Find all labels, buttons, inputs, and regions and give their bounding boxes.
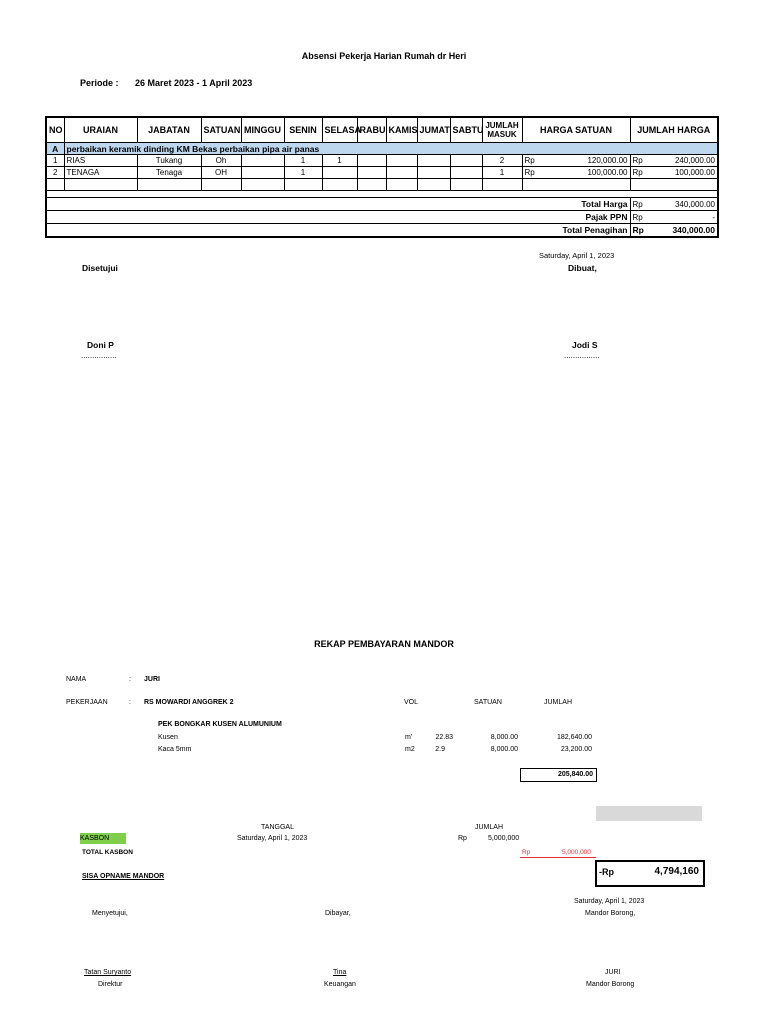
- pekerjaan-value: RS MOWARDI ANGGREK 2: [144, 699, 234, 706]
- item-unit: m2: [405, 746, 415, 753]
- sig1-name: Tatan Suryanto: [84, 969, 132, 976]
- table-header-row: [46, 117, 718, 143]
- row-minggu: [241, 155, 284, 167]
- pajak-row: [46, 211, 718, 224]
- item-price: 8,000.00: [490, 734, 518, 741]
- col-vol: VOL: [404, 699, 419, 706]
- section-row: [46, 143, 718, 155]
- table-row: [46, 167, 718, 179]
- period-label: Periode :: [80, 78, 119, 88]
- row-senin: 1: [284, 167, 322, 179]
- col-header: HARGA SATUAN: [522, 117, 630, 143]
- jumlah-label: JUMLAH: [475, 824, 504, 831]
- kasbon-rp: Rp: [458, 835, 467, 842]
- row-uraian: RIAS: [64, 155, 137, 167]
- doc2-date: Saturday, April 1, 2023: [574, 898, 645, 905]
- row-senin: 1: [284, 155, 322, 167]
- sig2-name: Tina: [333, 969, 347, 976]
- table-row: [46, 155, 718, 167]
- doc1-date: Saturday, April 1, 2023: [539, 251, 615, 260]
- total-penagihan-label: Total Penagihan: [46, 224, 630, 238]
- total-kasbon-label: TOTAL KASBON: [82, 849, 133, 856]
- row-selasa: [322, 167, 357, 179]
- approver-dots: ................: [81, 351, 117, 360]
- tanggal-label: TANGGAL: [261, 824, 294, 831]
- row-no: 1: [46, 155, 64, 167]
- row-jabatan: Tenaga: [137, 167, 201, 179]
- sig1-role: Direktur: [98, 981, 123, 988]
- kasbon-amount: 5,000,000: [488, 835, 520, 842]
- row-jumlah: 2: [482, 155, 522, 167]
- col-header: KAMIS: [386, 117, 417, 143]
- total-penagihan-value: 340,000.00: [672, 225, 715, 235]
- sig3-role: Mandor Borong: [586, 981, 635, 988]
- pajak-label: Pajak PPN: [46, 211, 630, 224]
- total-harga-label: Total Harga: [46, 198, 630, 211]
- row-kamis: [386, 155, 417, 167]
- pajak-value: -: [712, 212, 715, 222]
- row-harga: [522, 167, 630, 179]
- doc2-title: REKAP PEMBAYARAN MANDOR: [314, 639, 454, 649]
- price-value: 120,000.00: [587, 156, 628, 165]
- sisa-box: [595, 860, 705, 887]
- kasbon-label: KASBON: [80, 833, 126, 844]
- col-header: JUMAT: [417, 117, 450, 143]
- row-satuan: OH: [201, 167, 241, 179]
- col-header: SATUAN: [201, 117, 241, 143]
- row-kamis: [386, 167, 417, 179]
- row-uraian: TENAGA: [64, 167, 137, 179]
- total-kasbon-rp: Rp: [522, 849, 531, 856]
- currency-label: Rp: [632, 156, 643, 165]
- row-jumat: [417, 167, 450, 179]
- row-total: [630, 155, 718, 167]
- pekerjaan-label: PEKERJAAN: [66, 699, 108, 706]
- col-header: SENIN: [284, 117, 322, 143]
- row-selasa: 1: [322, 155, 357, 167]
- col-header: URAIAN: [64, 117, 137, 143]
- gray-box: [596, 806, 702, 821]
- mandor-label: Mandor Borong,: [585, 910, 636, 917]
- period-value: 26 Maret 2023 - 1 April 2023: [135, 78, 253, 88]
- row-minggu: [241, 167, 284, 179]
- item-name: Kusen: [158, 734, 178, 741]
- col-header: JUMLAH HARGA: [630, 117, 718, 143]
- kasbon-date: Saturday, April 1, 2023: [237, 835, 308, 842]
- nama-label: NAMA: [66, 676, 87, 683]
- row-jumlah: 1: [482, 167, 522, 179]
- row-satuan: Oh: [201, 155, 241, 167]
- subtotal-box: 205,840.00: [520, 768, 597, 782]
- col-header: JABATAN: [137, 117, 201, 143]
- row-rabu: [357, 155, 386, 167]
- total-harga-cell: [630, 198, 718, 211]
- work-title: PEK BONGKAR KUSEN ALUMUNIUM: [158, 721, 282, 728]
- item-vol: 22.83: [435, 734, 453, 741]
- currency-label: Rp: [632, 199, 643, 209]
- col-satuan: SATUAN: [474, 699, 502, 706]
- approved-label: Disetujui: [82, 263, 118, 273]
- sig3-name: JURI: [605, 969, 621, 976]
- currency-label: Rp: [632, 212, 643, 222]
- row-jumat: [417, 155, 450, 167]
- sisa-label: SISA OPNAME MANDOR: [82, 873, 165, 880]
- dibayar-label: Dibayar,: [325, 910, 351, 917]
- item-price: 8,000.00: [490, 746, 518, 753]
- row-sabtu: [450, 155, 482, 167]
- row-no: 2: [46, 167, 64, 179]
- total-penagihan-cell: [630, 224, 718, 238]
- col-header: RABU: [357, 117, 386, 143]
- currency-label: Rp: [524, 168, 535, 177]
- col-jumlah: JUMLAH: [544, 699, 573, 706]
- row-harga: [522, 155, 630, 167]
- maker-dots: ................: [564, 351, 600, 360]
- item-amount: 23,200.00: [560, 746, 592, 753]
- total-harga-row: [46, 198, 718, 211]
- row-rabu: [357, 167, 386, 179]
- item-name: Kaca 5mm: [158, 746, 192, 753]
- item-amount: 182,640.00: [556, 734, 592, 741]
- attendance-table: [45, 116, 719, 238]
- total-penagihan-row: [46, 224, 718, 238]
- maker-name: Jodi S: [572, 340, 598, 350]
- col-header: SABTU: [450, 117, 482, 143]
- nama-value: JURI: [144, 676, 160, 683]
- col-header: NO: [46, 117, 64, 143]
- total-harga-value: 340,000.00: [674, 199, 715, 209]
- section-label: perbaikan keramik dinding KM Bekas perbaikan pipa air panas: [64, 143, 718, 155]
- sig2-role: Keuangan: [324, 981, 356, 988]
- pajak-cell: [630, 211, 718, 224]
- item-vol: 2.9: [435, 746, 445, 753]
- spacer-row: [46, 191, 718, 198]
- currency-label: Rp: [632, 168, 643, 177]
- section-code: A: [46, 143, 64, 155]
- sisa-prefix: -Rp: [599, 867, 614, 877]
- total-value: 240,000.00: [674, 156, 715, 165]
- price-value: 100,000.00: [587, 168, 628, 177]
- nama-colon: :: [129, 676, 131, 683]
- row-total: [630, 167, 718, 179]
- row-sabtu: [450, 167, 482, 179]
- col-header: MINGGU: [241, 117, 284, 143]
- sisa-value: 4,794,160: [654, 866, 699, 877]
- doc1-title: Absensi Pekerja Harian Rumah dr Heri: [301, 51, 467, 61]
- menyetujui-label: Menyetujui,: [92, 910, 128, 917]
- item-unit: m': [405, 734, 413, 741]
- pekerjaan-colon: :: [129, 699, 131, 706]
- currency-label: Rp: [632, 225, 644, 235]
- red-underline: [520, 857, 596, 858]
- approver-name: Doni P: [87, 340, 114, 350]
- total-kasbon-value: 5,000,000: [562, 849, 591, 856]
- made-label: Dibuat,: [568, 263, 597, 273]
- currency-label: Rp: [524, 156, 535, 165]
- row-jabatan: Tukang: [137, 155, 201, 167]
- empty-row: [46, 179, 718, 191]
- col-header: SELASA: [322, 117, 357, 143]
- col-header: JUMLAH MASUK: [482, 117, 522, 143]
- total-value: 100,000.00: [674, 168, 715, 177]
